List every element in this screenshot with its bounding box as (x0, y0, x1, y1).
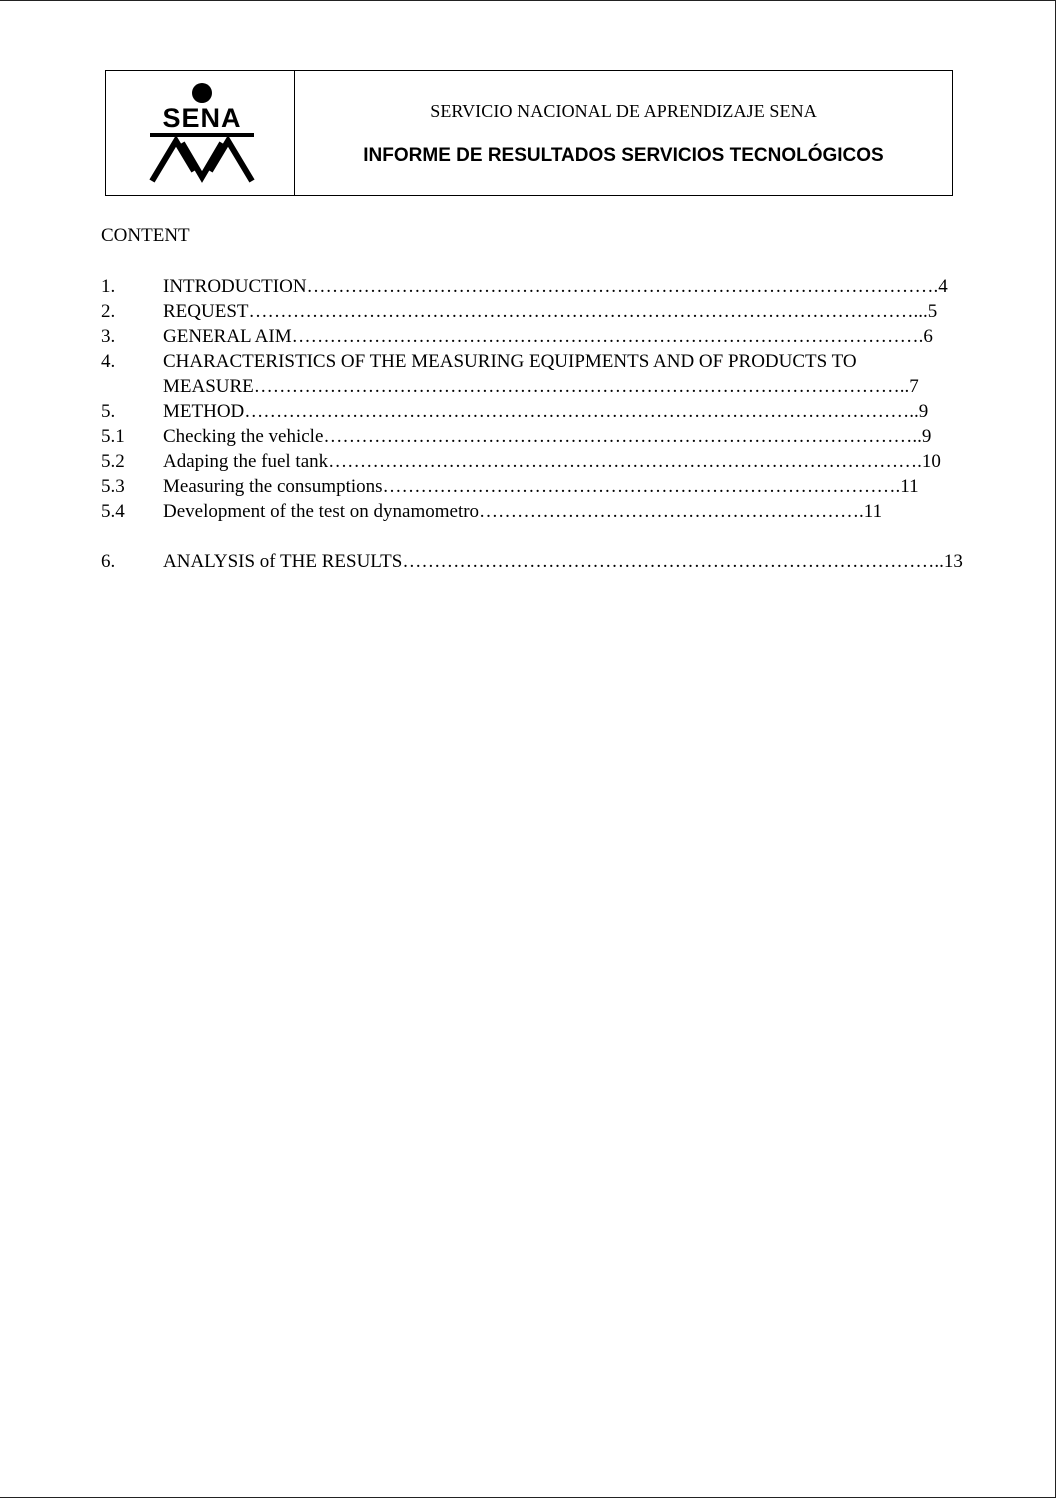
toc-entry[interactable] (101, 274, 948, 299)
toc-entry-continuation[interactable] (101, 374, 919, 399)
toc-entry-text: CHARACTERISTICS OF THE MEASURING EQUIPMENTS AND OF PRODUCTS TO (163, 351, 857, 372)
logo-cell (106, 71, 295, 195)
toc-entry[interactable] (101, 499, 901, 524)
toc-entry-number: 4. (101, 351, 116, 372)
toc-entry-number: 5. (101, 401, 116, 422)
toc-entry-text: Checking the vehicle…………………………………………………………………………………..9 (163, 426, 932, 447)
toc-entry[interactable] (101, 399, 929, 424)
toc-entry[interactable] (101, 449, 941, 474)
toc-entry-text: Adaping the fuel tank………………………………………………………………………………….10 (163, 451, 941, 472)
toc-entry[interactable] (101, 549, 963, 574)
toc-spacer (101, 524, 901, 549)
toc-entry-number: 2. (101, 301, 116, 322)
toc-entry-number (101, 374, 163, 399)
toc-entry[interactable] (101, 424, 932, 449)
sena-logo (146, 83, 258, 183)
toc-entry-number: 5.2 (101, 451, 125, 472)
svg-text:SENA: SENA (162, 103, 242, 133)
toc-entry-number: 5.3 (101, 476, 125, 497)
toc-entry-text: GENERAL AIM……………………………………………………………………………………….6 (163, 326, 933, 347)
toc-entry-number: 5.4 (101, 501, 125, 522)
toc-entry-text: Development of the test on dynamometro…………………………………………………….11 (163, 501, 883, 522)
toc-entry[interactable] (101, 324, 933, 349)
toc-entry[interactable] (101, 349, 901, 374)
report-title: INFORME DE RESULTADOS SERVICIOS TECNOLÓGICOS (363, 145, 884, 166)
toc-heading: CONTENT (101, 225, 190, 246)
toc-entry-text: Measuring the consumptions……………………………………………………………………….11 (163, 476, 919, 497)
toc-entry-number: 1. (101, 276, 116, 297)
toc-entry-text: INTRODUCTION……………………………………………………………………………………….4 (163, 276, 948, 297)
toc-entry-text: ANALYSIS of THE RESULTS…………………………………………………………………………..13 (163, 551, 963, 572)
toc-entry-number: 5.1 (101, 426, 125, 447)
document-header (105, 70, 953, 196)
organization-name: SERVICIO NACIONAL DE APRENDIZAJE SENA (430, 101, 817, 121)
toc-entry[interactable] (101, 299, 938, 324)
toc-entry-text: REQUEST……………………………………………………………………………………………...5 (163, 301, 938, 322)
table-of-contents (101, 274, 963, 574)
toc-entry-number: 3. (101, 326, 116, 347)
toc-entry[interactable] (101, 474, 919, 499)
toc-entry-text: MEASURE…………………………………………………………………………………………..7 (163, 376, 919, 397)
toc-entry-text: METHOD……………………………………………………………………………………………..9 (163, 401, 929, 422)
title-cell (295, 71, 952, 195)
toc-entry-number: 6. (101, 551, 116, 572)
